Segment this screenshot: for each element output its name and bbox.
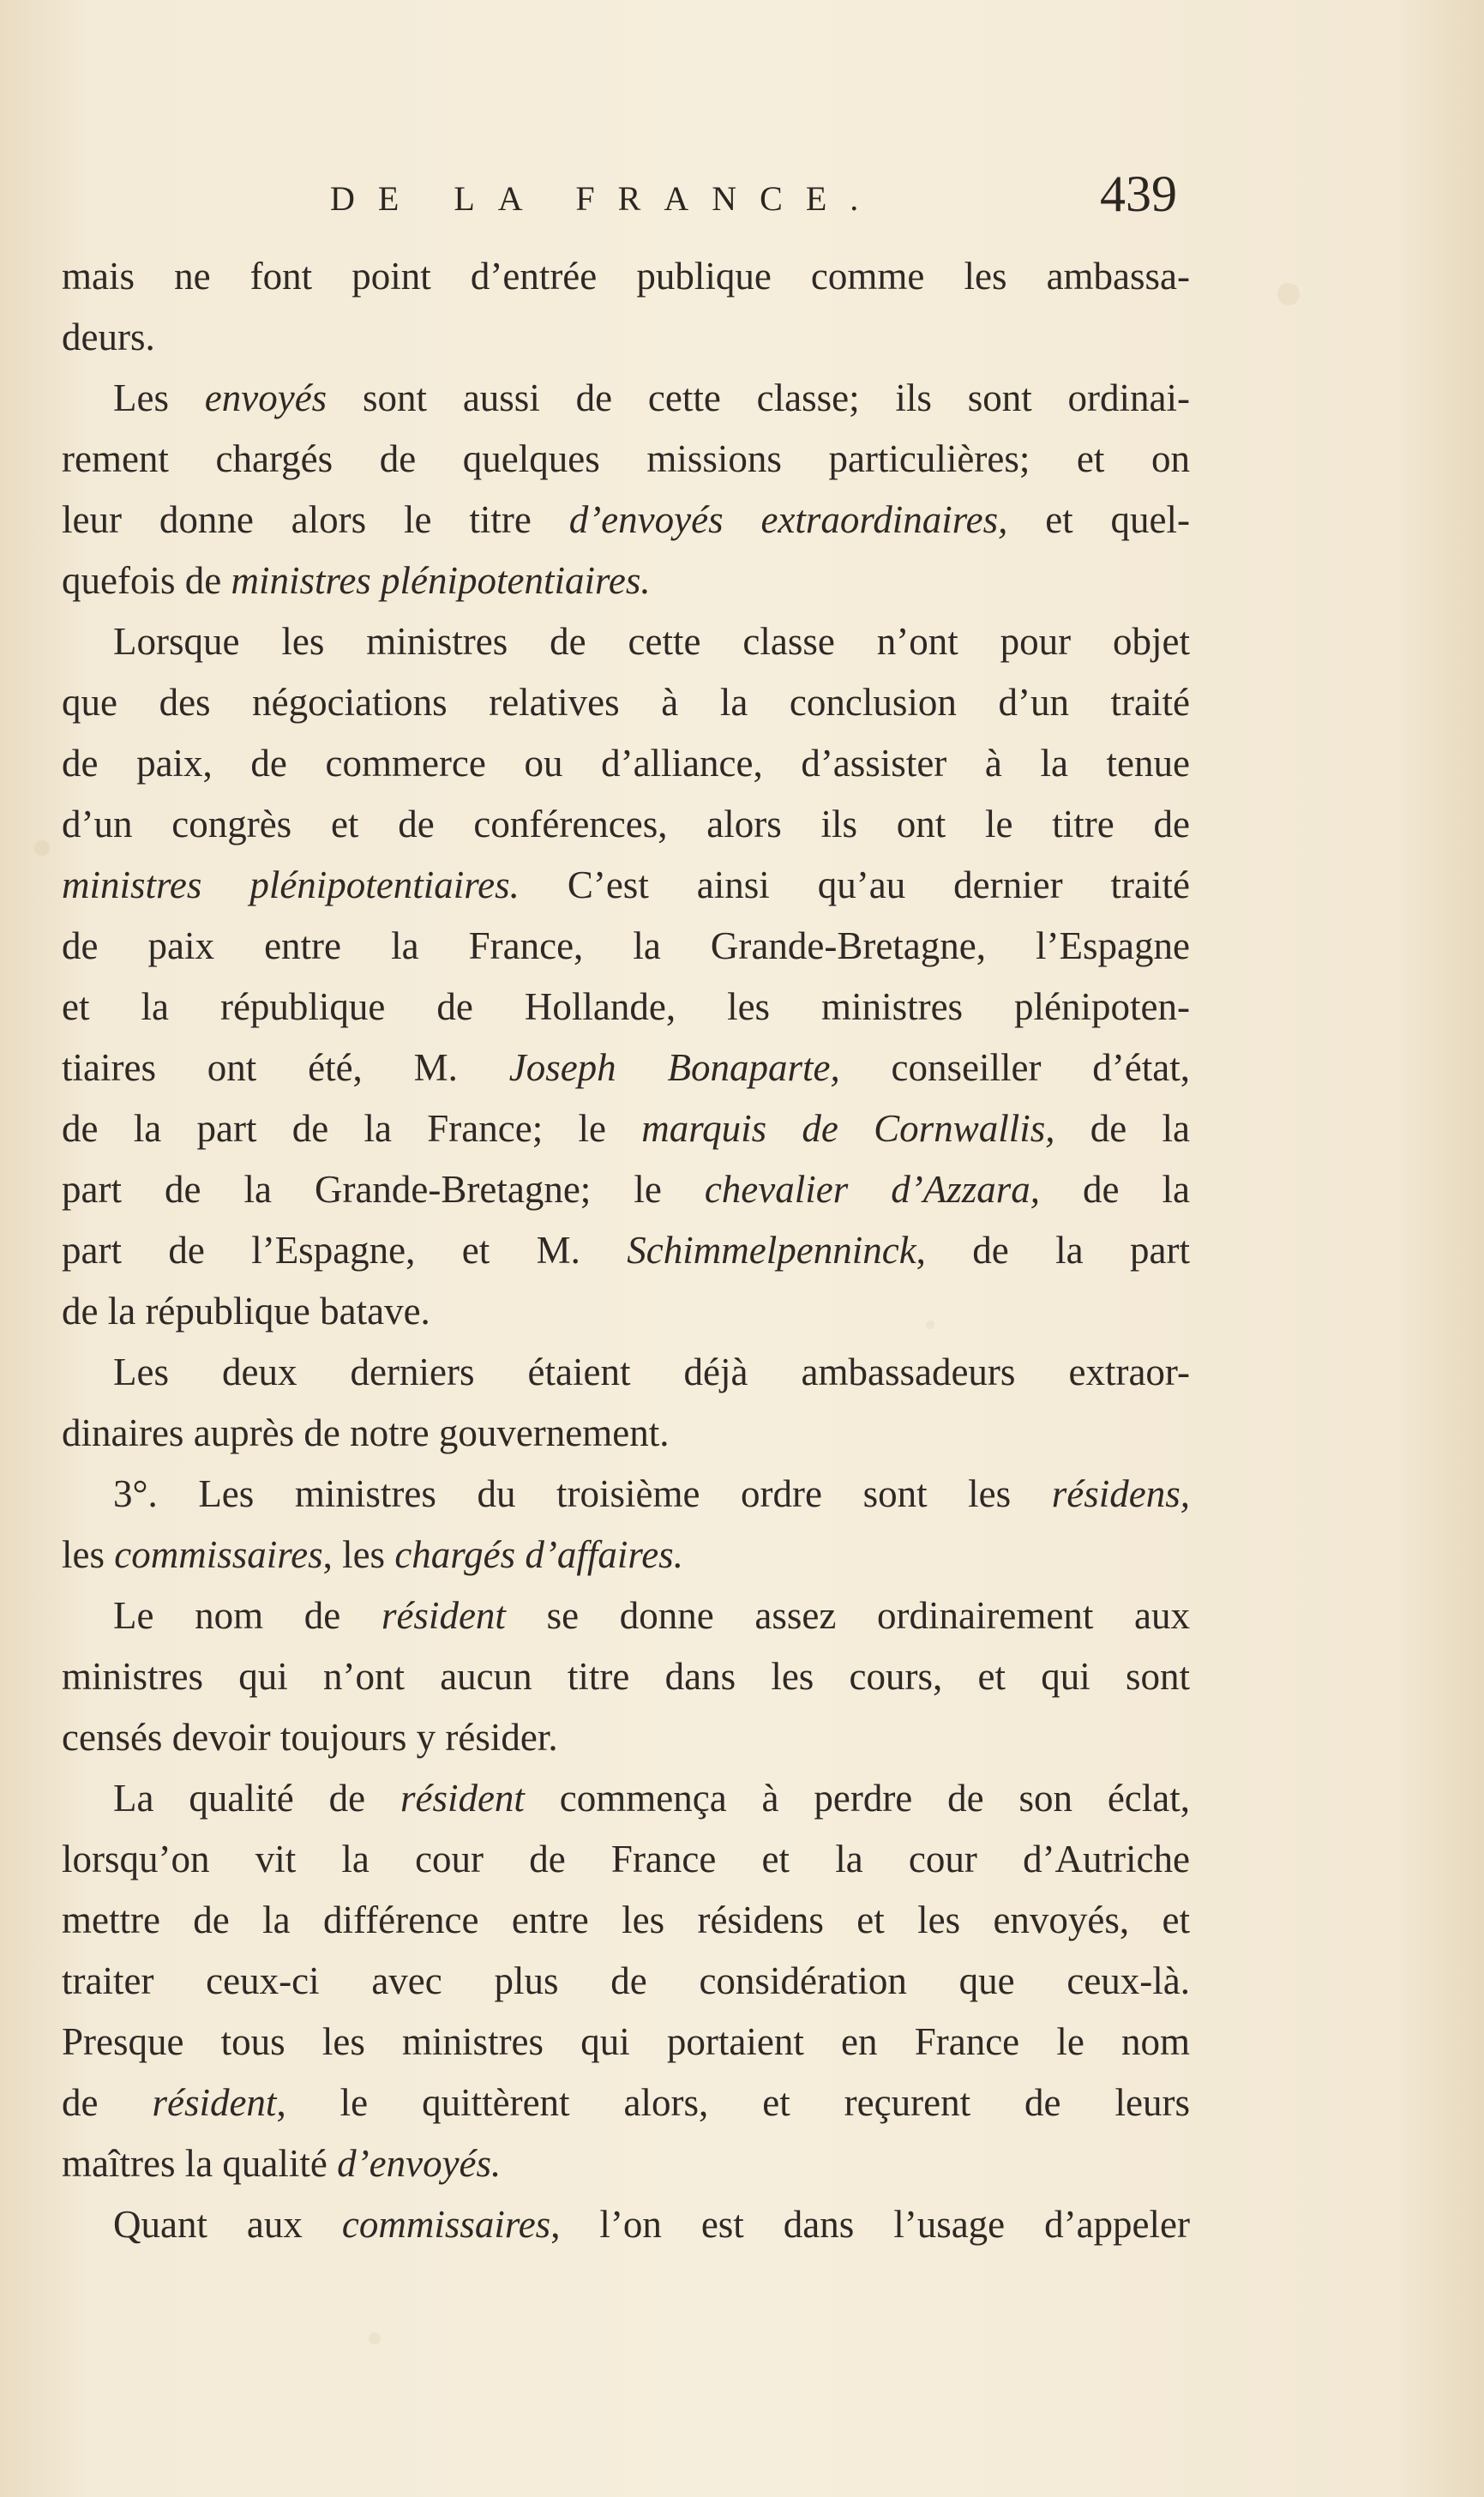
text-segment: , de la part	[916, 1229, 1190, 1272]
text-segment: que des négociations relatives à la conclusion d’un traité	[62, 681, 1190, 724]
italic-segment: résident	[381, 1594, 506, 1637]
text-line-11	[62, 855, 1190, 916]
text-line-13	[62, 977, 1190, 1038]
text-line-17	[62, 1220, 1190, 1281]
italic-segment: commissaires	[114, 1533, 323, 1576]
text-segment: de paix, de commerce ou d’alliance, d’assister à la tenue	[62, 742, 1190, 785]
text-line-33	[62, 2194, 1190, 2255]
text-segment: ministres qui n’ont aucun titre dans les cours, et qui sont	[62, 1655, 1190, 1698]
text-segment: sont aussi de cette classe; ils sont ordinai-	[327, 376, 1190, 419]
text-line-4	[62, 429, 1190, 490]
text-line-21	[62, 1464, 1190, 1525]
text-segment: La qualité de	[113, 1777, 400, 1820]
text-segment: maîtres la qualité	[62, 2142, 338, 2185]
text-segment: tiaires ont été, M.	[62, 1046, 509, 1089]
text-segment: se donne assez ordinairement aux	[505, 1594, 1191, 1637]
running-title: DE LA FRANCE.	[330, 179, 882, 218]
text-segment: C’est ainsi qu’au dernier traité	[519, 863, 1190, 906]
text-segment: de la	[1040, 1168, 1190, 1211]
italic-segment: chargés d’affaires.	[394, 1533, 683, 1576]
text-segment: d’un congrès et de conférences, alors ils ont le titre de	[62, 803, 1190, 845]
text-segment: part de l’Espagne, et M.	[62, 1229, 628, 1272]
italic-segment: commissaires	[341, 2203, 551, 2246]
text-line-8	[62, 672, 1190, 733]
italic-segment: d’envoyés.	[337, 2142, 502, 2185]
paper-spot	[369, 2332, 381, 2344]
italic-segment: résident	[152, 2081, 277, 2124]
italic-segment: envoyés	[204, 376, 327, 419]
text-segment: rement chargés de quelques missions particulières; et on	[62, 437, 1190, 480]
italic-segment: résident	[400, 1777, 525, 1820]
text-line-32	[62, 2133, 1190, 2194]
text-line-22	[62, 1525, 1190, 1585]
text-segment: dinaires auprès de notre gouvernement.	[62, 1411, 670, 1454]
text-line-23	[62, 1585, 1190, 1646]
text-segment: part de la Grande-Bretagne; le	[62, 1168, 705, 1211]
text-line-9	[62, 733, 1190, 794]
text-line-2	[62, 307, 1190, 368]
paper-spot	[1277, 283, 1300, 305]
text-segment: lorsqu’on vit la cour de France et la cour d’Autriche	[62, 1838, 1190, 1880]
text-segment: de	[62, 2081, 153, 2124]
text-segment: censés devoir toujours y résider.	[62, 1716, 558, 1759]
text-line-1	[62, 246, 1190, 307]
italic-segment: marquis de Cornwallis,	[641, 1107, 1055, 1150]
italic-segment: Joseph Bonaparte,	[508, 1046, 840, 1089]
text-segment: les	[62, 1533, 115, 1576]
page-header	[0, 165, 1484, 233]
text-segment: , le quittèrent alors, et reçurent de leurs	[276, 2081, 1190, 2124]
text-segment: Les deux derniers étaient déjà ambassadeurs extraor-	[113, 1351, 1190, 1393]
text-segment: Les	[113, 376, 205, 419]
text-segment: quefois de	[62, 559, 231, 602]
paper-spot	[34, 840, 50, 856]
text-segment: Quant aux	[113, 2203, 342, 2246]
text-segment: de la part de la France; le	[62, 1107, 642, 1150]
italic-segment: ministres plénipotentiaires.	[231, 559, 651, 602]
text-segment: , l’on est dans l’usage d’appeler	[550, 2203, 1190, 2246]
text-segment: de la	[1054, 1107, 1191, 1150]
italic-segment: résidens,	[1051, 1472, 1190, 1515]
text-line-14	[62, 1038, 1190, 1098]
text-line-5	[62, 490, 1190, 551]
text-line-12	[62, 916, 1190, 977]
text-line-19	[62, 1342, 1190, 1403]
text-line-25	[62, 1707, 1190, 1768]
text-segment: mais ne font point d’entrée publique comme les ambassa-	[62, 255, 1190, 298]
italic-segment: ministres plénipotentiaires.	[62, 863, 520, 906]
text-line-24	[62, 1646, 1190, 1707]
text-segment: et la république de Hollande, les ministres plénipoten-	[62, 985, 1190, 1028]
text-segment: Presque tous les ministres qui portaient en France le nom	[62, 2020, 1190, 2063]
text-line-27	[62, 1829, 1190, 1890]
text-line-26	[62, 1768, 1190, 1829]
text-segment: , les	[322, 1533, 395, 1576]
text-segment: conseiller d’état,	[839, 1046, 1190, 1089]
text-line-10	[62, 794, 1190, 855]
text-segment: et quel-	[1007, 498, 1191, 541]
italic-segment: d’envoyés extraordinaires,	[568, 498, 1008, 541]
italic-segment: chevalier d’Azzara,	[704, 1168, 1040, 1211]
italic-segment: Schimmelpenninck	[627, 1229, 916, 1272]
text-line-6	[62, 551, 1190, 611]
text-line-31	[62, 2073, 1190, 2133]
text-line-29	[62, 1951, 1190, 2012]
text-line-20	[62, 1403, 1190, 1464]
text-segment: Le nom de	[113, 1594, 382, 1637]
text-line-7	[62, 611, 1190, 672]
text-segment: Lorsque les ministres de cette classe n’ont pour objet	[113, 620, 1190, 663]
text-segment: mettre de la différence entre les résidens et les envoyés, et	[62, 1898, 1190, 1941]
text-segment: commença à perdre de son éclat,	[524, 1777, 1190, 1820]
text-line-3	[62, 368, 1190, 429]
text-line-16	[62, 1159, 1190, 1220]
text-line-18	[62, 1281, 1190, 1342]
text-segment: de paix entre la France, la Grande-Bretagne, l’Espagne	[62, 924, 1190, 967]
body-text	[62, 246, 1190, 2255]
text-segment: 3°. Les ministres du troisième ordre sont les	[113, 1472, 1052, 1515]
text-segment: de la république batave.	[62, 1290, 430, 1333]
text-segment: leur donne alors le titre	[62, 498, 569, 541]
page-number: 439	[1100, 165, 1177, 222]
text-line-28	[62, 1890, 1190, 1951]
text-segment: traiter ceux-ci avec plus de considération que ceux-là.	[62, 1959, 1190, 2002]
text-segment: deurs.	[62, 316, 155, 358]
text-line-15	[62, 1098, 1190, 1159]
text-line-30	[62, 2012, 1190, 2073]
